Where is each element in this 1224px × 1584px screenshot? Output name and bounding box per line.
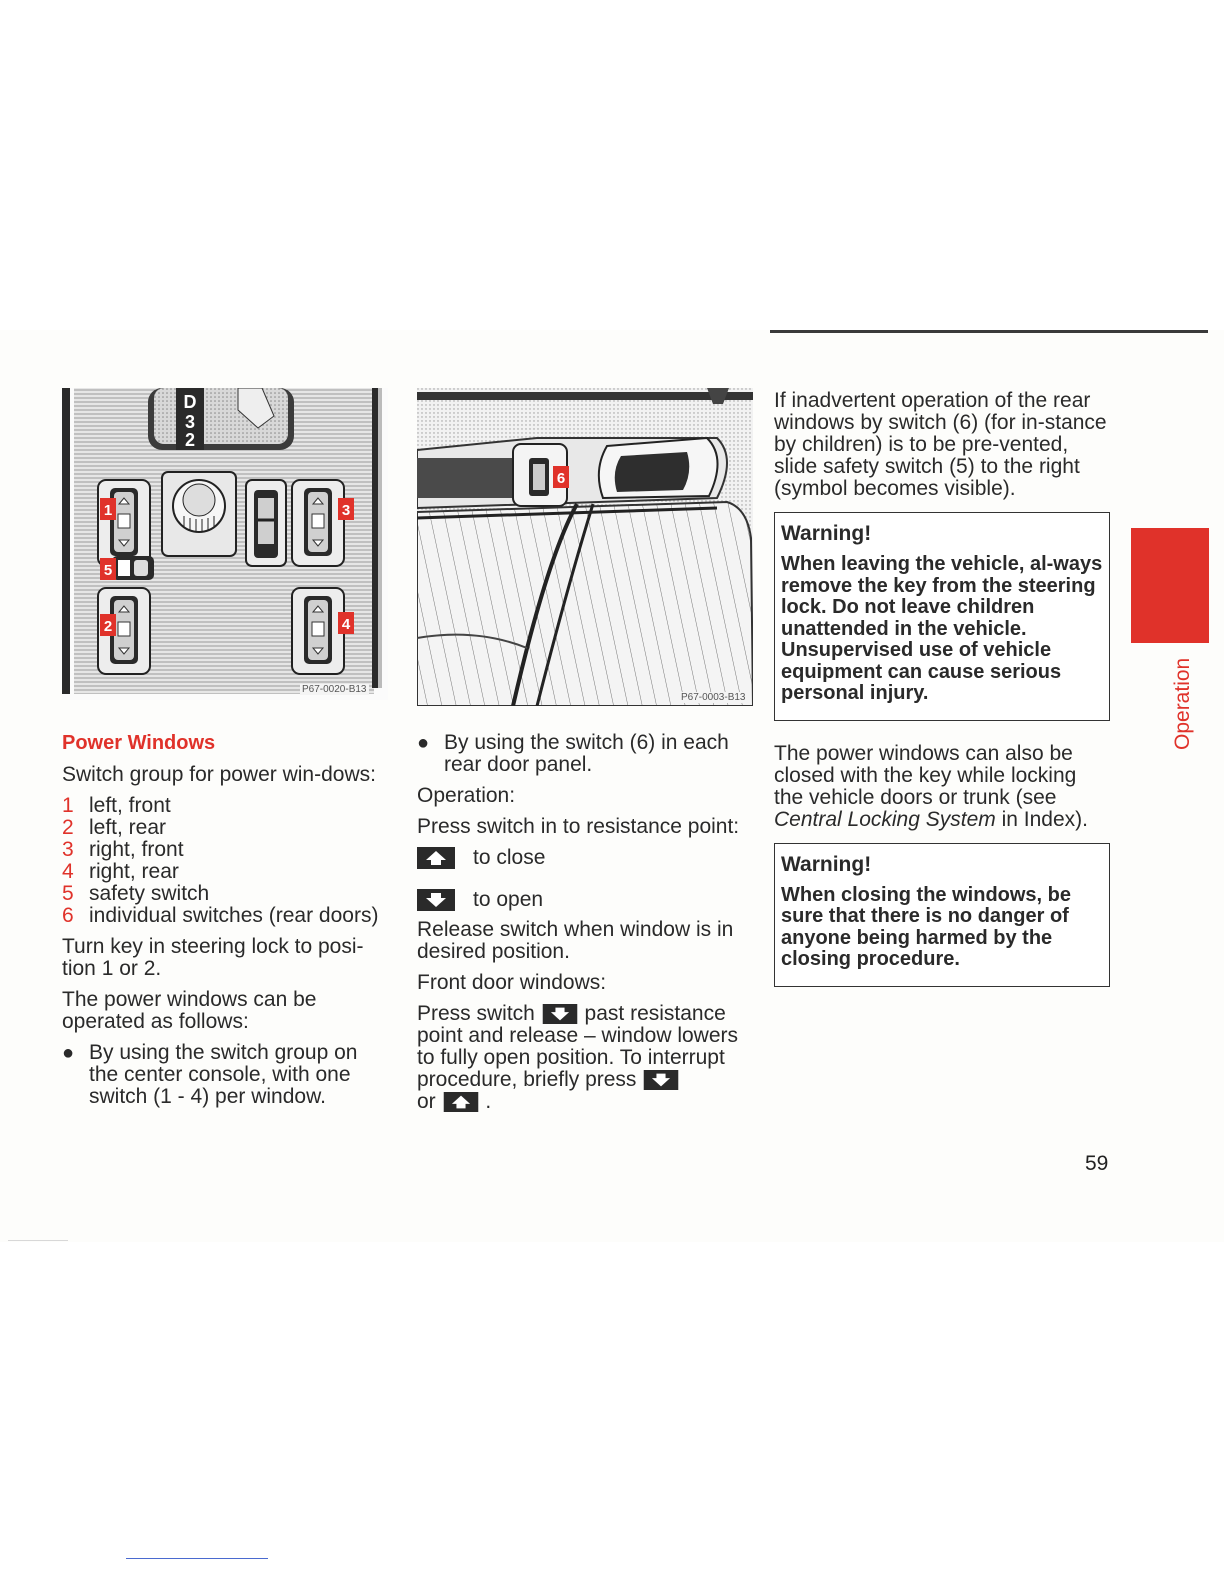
callout-5: 5 <box>103 562 113 579</box>
release-text: Release switch when window is in desired position. <box>417 918 734 963</box>
close-key-paragraph <box>774 743 1110 831</box>
list-item <box>62 861 392 883</box>
warning-box <box>774 512 1110 721</box>
press-switch-text: Press switch <box>417 1002 535 1025</box>
item-number: 1 <box>62 794 74 817</box>
edge-line <box>8 1240 68 1241</box>
item-number: 5 <box>62 882 74 905</box>
figure-code: P67-0003-B13 <box>681 692 746 703</box>
item-text: safety switch <box>89 882 210 905</box>
page-number: 59 <box>1085 1152 1109 1175</box>
bullet-text: By using the switch group on the center console, with one switch (1 - 4) per window. <box>89 1041 358 1108</box>
bullet-list <box>62 1042 392 1108</box>
list-item <box>62 905 392 927</box>
past-text: past resistance point and release – window lowers to fully open position. To interrupt procedure, briefly press <box>417 1002 739 1091</box>
front-label: Front door windows: <box>417 971 607 994</box>
safety-paragraph: If inadvertent operation of the rear windows by switch (6) (for in-stance by children) is to be pre-vented, slide safety switch (5) to the right (symbol becomes visible). <box>774 389 1107 500</box>
console-switch-figure <box>62 388 388 700</box>
list-item <box>62 817 392 839</box>
list-item <box>62 883 392 905</box>
operation-label: Operation: <box>417 784 516 807</box>
item-number: 4 <box>62 860 74 883</box>
warning-title: Warning! <box>781 522 872 545</box>
section-title: Power Windows <box>62 732 216 754</box>
callout-2: 2 <box>103 618 113 635</box>
callout-1: 1 <box>103 502 113 519</box>
bullet-icon: ● <box>417 732 430 754</box>
bullet-item <box>62 1042 392 1108</box>
item-text: individual switches (rear doors) <box>89 904 379 927</box>
callout-4: 4 <box>341 616 351 633</box>
door-switch-figure <box>417 388 753 706</box>
window-down-icon <box>541 1004 579 1024</box>
list-item <box>62 795 392 817</box>
callout-6: 6 <box>556 470 566 487</box>
operated-text: The power windows can be operated as follows: <box>62 988 317 1033</box>
window-down-icon <box>417 889 455 911</box>
bullet-list <box>417 732 757 776</box>
footer-link-line <box>126 1558 268 1559</box>
central-locking-reference: Central Locking System <box>774 807 996 831</box>
close-label: to close <box>473 846 546 869</box>
warning-box <box>774 843 1110 987</box>
gear-label-2: 2 <box>184 430 196 450</box>
or-text: or <box>417 1090 436 1113</box>
bullet-icon: ● <box>62 1042 75 1064</box>
bullet-item <box>417 732 757 776</box>
top-rule <box>770 330 1208 333</box>
right-column <box>774 390 1110 1009</box>
callout-3: 3 <box>341 502 351 519</box>
open-row <box>417 889 757 911</box>
console-illustration <box>62 388 388 700</box>
item-number: 6 <box>62 904 74 927</box>
intro-text: Switch group for power win-dows: <box>62 763 376 786</box>
gear-label-3: 3 <box>184 412 196 432</box>
gear-label-d: D <box>183 392 197 412</box>
window-up-icon <box>417 847 455 869</box>
middle-column <box>417 732 757 1122</box>
close-key-text: The power windows can also be closed with the key while locking the vehicle doors or trunk (see <box>774 741 1077 809</box>
section-tab <box>1131 528 1209 643</box>
window-up-icon <box>442 1092 480 1112</box>
close-key-text-end: in Index). <box>1001 807 1088 831</box>
window-down-icon <box>642 1070 680 1090</box>
item-number: 3 <box>62 838 74 861</box>
press-text: Press switch in to resistance point: <box>417 815 740 838</box>
list-item <box>62 839 392 861</box>
door-illustration <box>417 388 753 706</box>
warning-body: When leaving the vehicle, al-ways remove the key from the steering lock. Do not leave children unattended in the vehicle. Unsupervised use of vehicle equipment can cause serious personal injury. <box>781 553 1103 704</box>
switch-list <box>62 795 392 927</box>
figure-code: P67-0020-B13 <box>302 684 367 695</box>
bullet-text: By using the switch (6) in each rear door panel. <box>444 731 729 776</box>
close-row <box>417 847 757 869</box>
warning-title: Warning! <box>781 852 872 876</box>
item-text: right, front <box>89 838 184 861</box>
section-tab-text: Operation <box>1171 657 1194 750</box>
item-text: left, rear <box>89 816 167 839</box>
warning-body: When closing the windows, be sure that there is no danger of anyone being harmed by the closing procedure. <box>781 883 1072 970</box>
front-procedure <box>417 1003 757 1113</box>
item-text: right, rear <box>89 860 179 883</box>
turn-key-text: Turn key in steering lock to posi-tion 1 or 2. <box>62 935 364 980</box>
left-column <box>62 732 392 1108</box>
item-text: left, front <box>89 794 171 817</box>
period-text: . <box>485 1090 492 1113</box>
item-number: 2 <box>62 816 74 839</box>
open-label: to open <box>473 888 544 911</box>
